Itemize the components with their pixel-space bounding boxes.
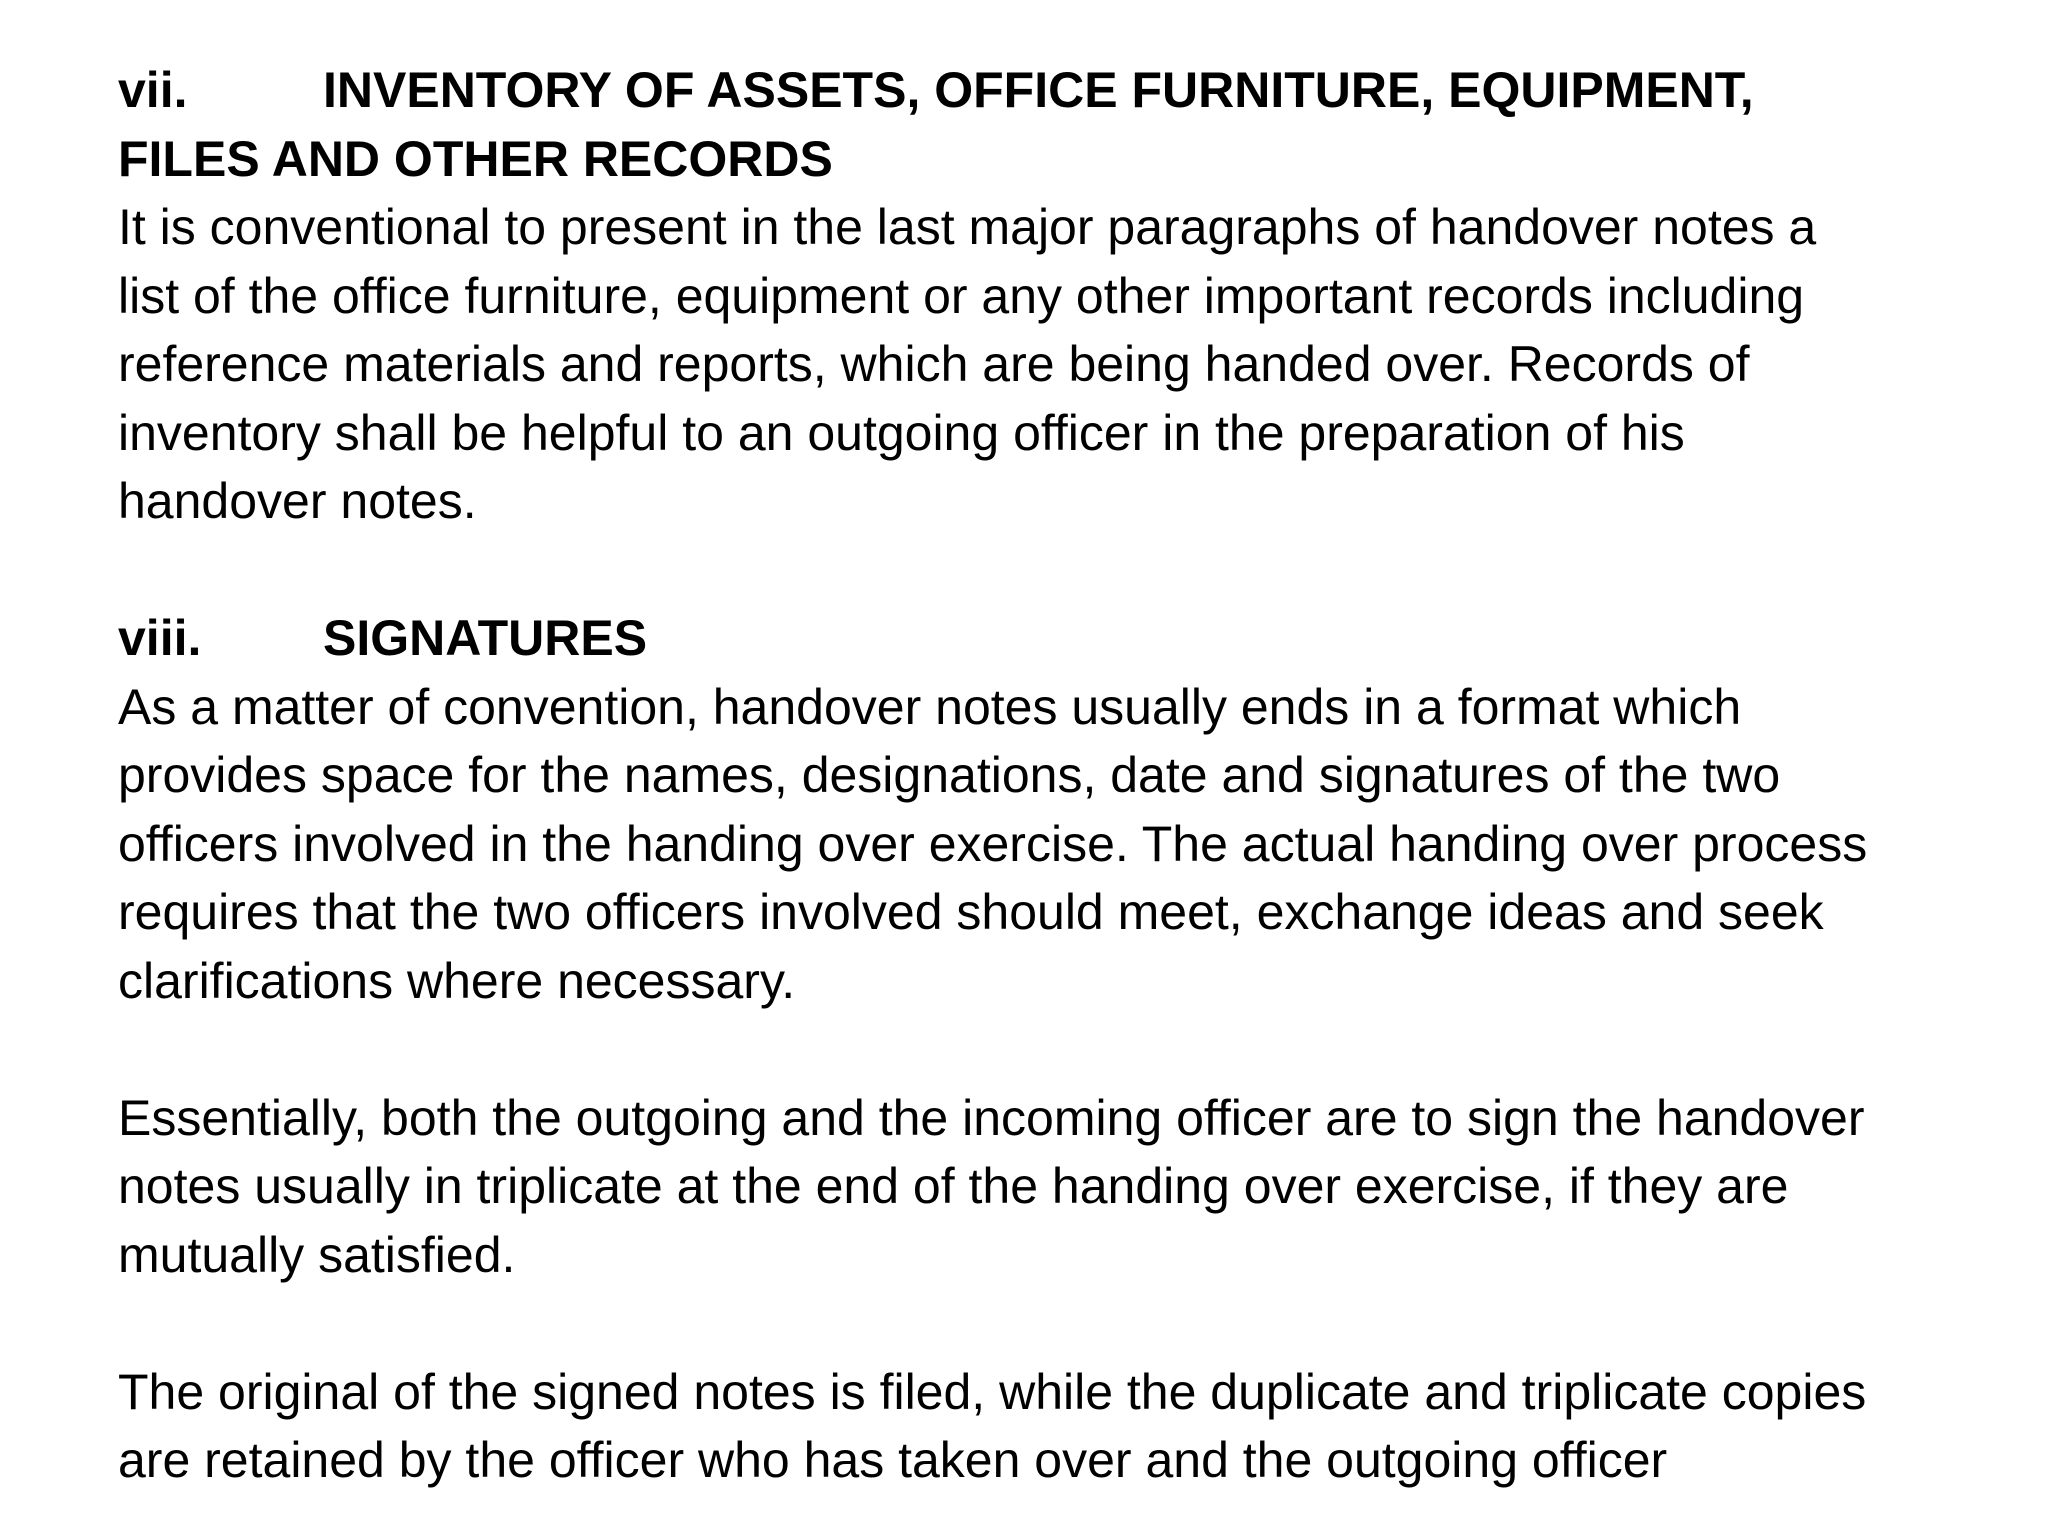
paragraph-line: requires that the two officers involved should meet, exchange ideas and seek bbox=[118, 884, 1824, 940]
section-viii-paragraph-1 bbox=[118, 673, 1998, 1016]
paragraph-line: notes usually in triplicate at the end of the handing over exercise, if they are bbox=[118, 1158, 1789, 1214]
paragraph-line: Essentially, both the outgoing and the incoming officer are to sign the handover bbox=[118, 1089, 1865, 1146]
section-vii-title-line2: FILES AND OTHER RECORDS bbox=[118, 130, 833, 187]
paragraph-line: mutually satisfied. bbox=[118, 1226, 516, 1283]
paragraph-line: provides space for the names, designations, date and signatures of the two bbox=[118, 747, 1781, 803]
paragraph-line: are retained by the officer who has taken over and the outgoing officer bbox=[118, 1432, 1668, 1488]
document-page bbox=[118, 56, 1998, 1495]
paragraph-line: clarifications where necessary. bbox=[118, 952, 796, 1009]
section-vii-title-line1: INVENTORY OF ASSETS, OFFICE FURNITURE, EQUIPMENT, bbox=[323, 62, 1754, 118]
paragraph-line: handover notes. bbox=[118, 473, 477, 529]
section-viii-heading bbox=[118, 604, 1998, 673]
paragraph-line: It is conventional to present in the last major paragraphs of handover notes a bbox=[118, 199, 1817, 255]
section-viii-number: viii. bbox=[118, 610, 202, 666]
paragraph-line: As a matter of convention, handover notes usually ends in a format which bbox=[118, 678, 1742, 735]
section-viii-title: SIGNATURES bbox=[323, 610, 648, 666]
spacer bbox=[118, 1289, 1998, 1358]
spacer bbox=[118, 536, 1998, 605]
section-vii-heading bbox=[118, 56, 1998, 125]
section-vii-number: vii. bbox=[118, 62, 188, 118]
paragraph-line: inventory shall be helpful to an outgoing officer in the preparation of his bbox=[118, 404, 1685, 461]
paragraph-line: officers involved in the handing over exercise. The actual handing over process bbox=[118, 815, 1868, 872]
paragraph-line: reference materials and reports, which are being handed over. Records of bbox=[118, 336, 1750, 392]
paragraph-line: list of the office furniture, equipment or any other important records including bbox=[118, 267, 1805, 324]
section-viii-paragraph-2 bbox=[118, 1084, 1998, 1290]
section-vii-paragraph bbox=[118, 193, 1998, 536]
paragraph-line: The original of the signed notes is filed, while the duplicate and triplicate copies bbox=[118, 1363, 1867, 1420]
section-viii-paragraph-3 bbox=[118, 1358, 1998, 1495]
spacer bbox=[118, 1015, 1998, 1084]
